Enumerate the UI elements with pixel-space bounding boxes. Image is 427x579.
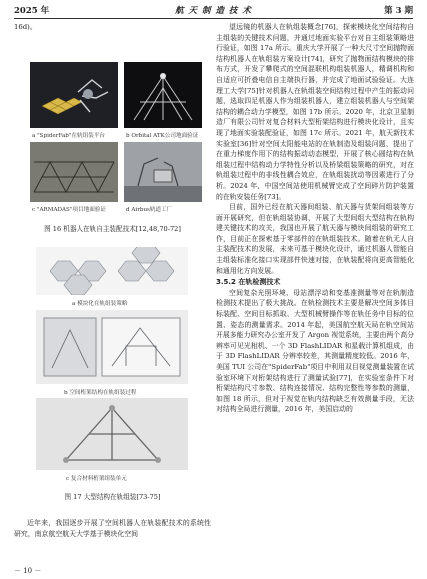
figure16a-subcaption: a "SpiderFab"在轨组装平台 bbox=[32, 133, 106, 139]
armadas-lattice-illustration bbox=[30, 142, 118, 202]
modular-assembly-illustration bbox=[36, 247, 188, 295]
right-paragraph-3: 空间复杂光照环境、母站漂浮动和变基准测量等对在轨制造检测技术提出了极大挑战。在轨检测技术主要是解决空间多体目标装配、空间目标抓取、大型机械臂操作等在轨任务中目标的位置、姿态的测量需求。2014 年起，美国航空航天局在轨空间站开展多能力研究办公室开发了 Argon 视觉系统，主要由两个高分辨率可见光相机、一个 3D FlashLIDAR 和星载计算机组成，由于 3D FlashLIDAR 分辨率较差，其测量精度较低。2016 年，美国 TUI 公司在"SpiderFab"项目中利用双目视觉测量装置在试验室环境下对桁架结构进行了测量试验[77]，在实验室条件下对桁架结构尺寸参数、结构连接情况、结构完整性等参数的测量，如图 18 所示，但对于视觉在轨内结构缺乏有效测量手段，无法对结构全局进行测量，2016 年，美国启动的 bbox=[216, 288, 414, 414]
figure16-caption: 图 16 机器人在轨自主装配技术[12,48,70-72] bbox=[44, 225, 181, 233]
spiderfab-illustration bbox=[30, 62, 118, 128]
right-column-body bbox=[216, 22, 414, 415]
figure17-composite-truss-unit-image bbox=[36, 398, 188, 470]
figure16-photo-orbital-atk bbox=[124, 62, 202, 128]
composite-truss-unit-illustration bbox=[36, 398, 188, 470]
figure17b-subcaption: b 空间桁架结构在轨组装过程 bbox=[64, 390, 137, 396]
figure16-photo-spiderfab bbox=[30, 62, 118, 128]
left-column-top-text bbox=[14, 22, 211, 33]
left-column-continuation: 16d)。 bbox=[14, 23, 37, 31]
right-paragraph-2: 目前，国外已经在航天器间组装、航天器与货架间组装等方面开展研究，但在轨组装协调，开展了大型间组大型结构在轨构建关键技术的攻关，我国也开展了航天器与模块间组装的研究工作，目前正在探索基于零部件的在轨组装技术。随着在轨无人自主装配技术的发展，未来可基于模块化设计，通过机器人智能自主组装标准化接口实现部件快速对接，在轨装配将向更高智能化和通用化方向发展。 bbox=[216, 203, 414, 275]
figure16-photo-armadas bbox=[30, 142, 118, 202]
orbital-atk-robot-illustration bbox=[124, 62, 202, 128]
right-paragraph-1: 望远镜的机器人在轨组装概念[76]，探索模块化空间结构自主组装的关键技术问题，并通过地面实验平台对自主组装策略进行验证，如图 17a 所示。重庆大学开展了一种大尺寸空间抛物面结构机器人在轨组装方案设计[74]，研究了抛物面结构模块的排布方式，开发了攀爬式的空间混联机构组装机器人，精调机构和自适应可折叠电信自主端执行器，并完成了地面试验验证。大连理工大学[75]针对机器人在轨组装空间结构过程中产生的振动问题，选取四足机器人作为组装机器人，建立组装机器人与空间架结构的耦合动力学模型，如图 17b 所示。2020 年，北京卫星制造厂有限公司针对复合材料大型桁架结构进行模块化设计，且实现了地面实验装配验证，如图 17c 所示。2021 年，航天新技术实验室[36]针对空间太阳能电站的在轨制造及组装问题，提出了在重力梯度作用下的结构振动动态模型，开展了核心圆结构在轨组装过程中结构动力学特性分析以及桥梁组装策略的研究，对在轨组装过程中的非线性耦合效应，在轨组装扰动等因素进行了分析。2024 年，中国空间站使用机械臂完成了空间碎片防护装置的在轨安装任务[73]。 bbox=[216, 23, 414, 201]
figure17-caption: 图 17 大型结构在轨组装[73-75] bbox=[64, 493, 161, 501]
header-rule bbox=[14, 18, 413, 19]
left-column-body bbox=[14, 518, 211, 539]
header-issue: 第 3 期 bbox=[384, 6, 413, 16]
figure16-photo-airbus bbox=[124, 142, 202, 202]
figure17-truss-assembly-process-image bbox=[36, 310, 188, 384]
figure17a-subcaption: a 模块化在轨组装策略 bbox=[72, 301, 128, 307]
figure16c-subcaption: c "ARMADAS"项目地面验证 bbox=[32, 207, 106, 213]
airbus-factory-illustration bbox=[124, 142, 202, 202]
page-number: － 10 － bbox=[14, 567, 42, 575]
section-heading: 3.5.2 在轨检测技术 bbox=[216, 278, 281, 287]
header-year: 2025 年 bbox=[14, 6, 50, 16]
truss-assembly-diagram bbox=[36, 310, 188, 384]
figure16d-subcaption: d Airbus轨道工厂 bbox=[126, 207, 173, 213]
figure16b-subcaption: b Orbital ATK公司地面验证 bbox=[126, 133, 199, 139]
figure17-modular-assembly-image bbox=[36, 247, 188, 295]
figure17c-subcaption: c 复合材料桁架组装单元 bbox=[66, 476, 127, 482]
header-journal-title: 航 天 制 造 技 术 bbox=[175, 6, 252, 16]
left-paragraph: 近年来，我国逐步开展了空间机器人在轨装配技术的系统性研究，南京航空航天大学基于模块化空间 bbox=[14, 519, 211, 538]
